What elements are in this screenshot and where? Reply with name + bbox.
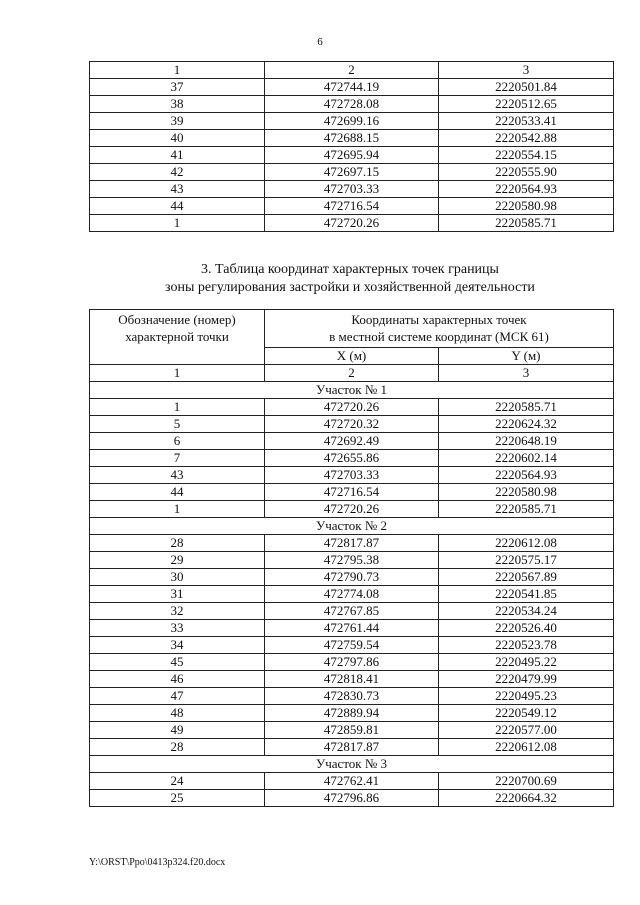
column-numbers-row	[90, 365, 614, 382]
x-coordinate-cell: 472699.16	[265, 113, 439, 130]
y-coordinate-cell: 2220554.15	[439, 147, 614, 164]
y-coordinate-cell: 2220533.41	[439, 113, 614, 130]
y-coordinate-cell: 2220526.40	[439, 620, 614, 637]
y-coordinate-cell: 2220564.93	[439, 181, 614, 198]
x-coordinate-cell: 472720.26	[265, 215, 439, 232]
section-title-row	[90, 756, 614, 773]
table-row	[90, 484, 614, 501]
x-coordinate-cell: 472688.15	[265, 130, 439, 147]
table-row	[90, 467, 614, 484]
x-coordinate-cell: 472703.33	[265, 467, 439, 484]
y-coordinate-cell: 2220580.98	[439, 484, 614, 501]
table-row	[90, 96, 614, 113]
table-row	[90, 181, 614, 198]
x-coordinate-cell: 472716.54	[265, 198, 439, 215]
point-number-cell: 47	[90, 688, 265, 705]
point-number-cell: 44	[90, 198, 265, 215]
table-row	[90, 671, 614, 688]
table-row	[90, 198, 614, 215]
column-numbers-row	[90, 62, 614, 79]
x-coordinate-cell: 472720.26	[265, 501, 439, 518]
table-row	[90, 586, 614, 603]
point-number-cell: 28	[90, 535, 265, 552]
column-number-cell: 1	[90, 365, 265, 382]
y-coordinate-cell: 2220541.85	[439, 586, 614, 603]
column-number-cell: 2	[265, 365, 439, 382]
x-coordinate-cell: 472767.85	[265, 603, 439, 620]
table-header-row	[90, 310, 614, 348]
column-number-cell: 3	[439, 365, 614, 382]
table-row	[90, 535, 614, 552]
y-coordinate-cell: 2220648.19	[439, 433, 614, 450]
coordinates-header	[265, 310, 614, 348]
table-row	[90, 399, 614, 416]
point-number-cell: 33	[90, 620, 265, 637]
x-coordinate-cell: 472889.94	[265, 705, 439, 722]
section-title: Участок № 1	[90, 382, 614, 399]
y-coordinate-cell: 2220585.71	[439, 399, 614, 416]
x-coordinate-cell: 472762.41	[265, 773, 439, 790]
x-coordinate-cell: 472728.08	[265, 96, 439, 113]
y-coordinate-cell: 2220585.71	[439, 501, 614, 518]
footer-file-path: Y:\ORST\Ppo\0413p324.f20.docx	[89, 857, 226, 868]
table-row	[90, 773, 614, 790]
section-title: Участок № 2	[90, 518, 614, 535]
x-coordinate-cell: 472817.87	[265, 739, 439, 756]
point-number-cell: 30	[90, 569, 265, 586]
y-coordinate-cell: 2220624.32	[439, 416, 614, 433]
table-row	[90, 433, 614, 450]
y-coordinate-cell: 2220612.08	[439, 739, 614, 756]
table-row	[90, 79, 614, 96]
y-coordinate-cell: 2220523.78	[439, 637, 614, 654]
x-coordinate-cell: 472790.73	[265, 569, 439, 586]
coordinates-table-3	[89, 309, 614, 807]
x-coordinate-cell: 472655.86	[265, 450, 439, 467]
y-coordinate-cell: 2220495.22	[439, 654, 614, 671]
point-number-cell: 41	[90, 147, 265, 164]
y-column-header: Y (м)	[439, 348, 614, 365]
y-coordinate-cell: 2220577.00	[439, 722, 614, 739]
y-coordinate-cell: 2220575.17	[439, 552, 614, 569]
y-coordinate-cell: 2220602.14	[439, 450, 614, 467]
page-number: 6	[317, 36, 323, 48]
x-coordinate-cell: 472759.54	[265, 637, 439, 654]
section-title: Участок № 3	[90, 756, 614, 773]
y-coordinate-cell: 2220534.24	[439, 603, 614, 620]
point-number-cell: 34	[90, 637, 265, 654]
x-coordinate-cell: 472716.54	[265, 484, 439, 501]
table-row	[90, 552, 614, 569]
y-coordinate-cell: 2220580.98	[439, 198, 614, 215]
point-number-cell: 40	[90, 130, 265, 147]
x-column-header: X (м)	[265, 348, 439, 365]
table-row	[90, 113, 614, 130]
table-row	[90, 603, 614, 620]
section-title-row	[90, 382, 614, 399]
table-row	[90, 654, 614, 671]
point-number-cell: 25	[90, 790, 265, 807]
y-coordinate-cell: 2220479.99	[439, 671, 614, 688]
x-coordinate-cell: 472795.38	[265, 552, 439, 569]
column-number-cell: 3	[439, 62, 614, 79]
column-number-cell: 2	[265, 62, 439, 79]
table-row	[90, 620, 614, 637]
y-coordinate-cell: 2220542.88	[439, 130, 614, 147]
point-number-cell: 42	[90, 164, 265, 181]
x-coordinate-cell: 472744.19	[265, 79, 439, 96]
y-coordinate-cell: 2220564.93	[439, 467, 614, 484]
point-number-cell: 1	[90, 215, 265, 232]
point-number-cell: 1	[90, 501, 265, 518]
point-number-cell: 48	[90, 705, 265, 722]
table-3-caption	[60, 261, 640, 297]
x-coordinate-cell: 472774.08	[265, 586, 439, 603]
x-coordinate-cell: 472797.86	[265, 654, 439, 671]
section-title-row	[90, 518, 614, 535]
point-number-cell: 24	[90, 773, 265, 790]
point-number-cell: 44	[90, 484, 265, 501]
table-row	[90, 705, 614, 722]
point-number-cell: 5	[90, 416, 265, 433]
y-coordinate-cell: 2220555.90	[439, 164, 614, 181]
coordinates-header-line-1: Координаты характерных точек	[351, 312, 527, 327]
y-coordinate-cell: 2220512.65	[439, 96, 614, 113]
coordinates-table-continued	[89, 61, 614, 232]
y-coordinate-cell: 2220664.32	[439, 790, 614, 807]
table-row	[90, 450, 614, 467]
table-row	[90, 501, 614, 518]
table-row	[90, 147, 614, 164]
point-number-cell: 39	[90, 113, 265, 130]
table-3-caption-line-2: зоны регулирования застройки и хозяйственной деятельности	[165, 280, 535, 295]
x-coordinate-cell: 472830.73	[265, 688, 439, 705]
y-coordinate-cell: 2220549.12	[439, 705, 614, 722]
table-row	[90, 688, 614, 705]
point-number-cell: 45	[90, 654, 265, 671]
x-coordinate-cell: 472817.87	[265, 535, 439, 552]
x-coordinate-cell: 472720.32	[265, 416, 439, 433]
x-coordinate-cell: 472818.41	[265, 671, 439, 688]
table-row	[90, 637, 614, 654]
x-coordinate-cell: 472692.49	[265, 433, 439, 450]
y-coordinate-cell: 2220585.71	[439, 215, 614, 232]
y-coordinate-cell: 2220495.23	[439, 688, 614, 705]
point-number-cell: 28	[90, 739, 265, 756]
point-number-cell: 38	[90, 96, 265, 113]
point-number-cell: 1	[90, 399, 265, 416]
x-coordinate-cell: 472720.26	[265, 399, 439, 416]
point-number-cell: 49	[90, 722, 265, 739]
point-number-cell: 6	[90, 433, 265, 450]
y-coordinate-cell: 2220567.89	[439, 569, 614, 586]
x-coordinate-cell: 472695.94	[265, 147, 439, 164]
table-row	[90, 164, 614, 181]
column-number-cell: 1	[90, 62, 265, 79]
table-row	[90, 739, 614, 756]
point-number-cell: 37	[90, 79, 265, 96]
y-coordinate-cell: 2220612.08	[439, 535, 614, 552]
table-row	[90, 569, 614, 586]
table-3-caption-line-1: 3. Таблица координат характерных точек границы	[201, 262, 499, 277]
y-coordinate-cell: 2220700.69	[439, 773, 614, 790]
y-coordinate-cell: 2220501.84	[439, 79, 614, 96]
table-row	[90, 722, 614, 739]
table-row	[90, 215, 614, 232]
x-coordinate-cell: 472703.33	[265, 181, 439, 198]
x-coordinate-cell: 472796.86	[265, 790, 439, 807]
point-number-cell: 29	[90, 552, 265, 569]
point-number-cell: 31	[90, 586, 265, 603]
table-row	[90, 416, 614, 433]
point-number-cell: 32	[90, 603, 265, 620]
point-number-cell: 7	[90, 450, 265, 467]
x-coordinate-cell: 472697.15	[265, 164, 439, 181]
point-number-cell: 43	[90, 181, 265, 198]
table-row	[90, 130, 614, 147]
x-coordinate-cell: 472761.44	[265, 620, 439, 637]
point-number-cell: 46	[90, 671, 265, 688]
x-coordinate-cell: 472859.81	[265, 722, 439, 739]
point-number-cell: 43	[90, 467, 265, 484]
coordinates-header-line-2: в местной системе координат (МСК 61)	[329, 329, 549, 344]
point-designation-header: Обозначение (номер) характерной точки	[90, 310, 265, 365]
table-row	[90, 790, 614, 807]
